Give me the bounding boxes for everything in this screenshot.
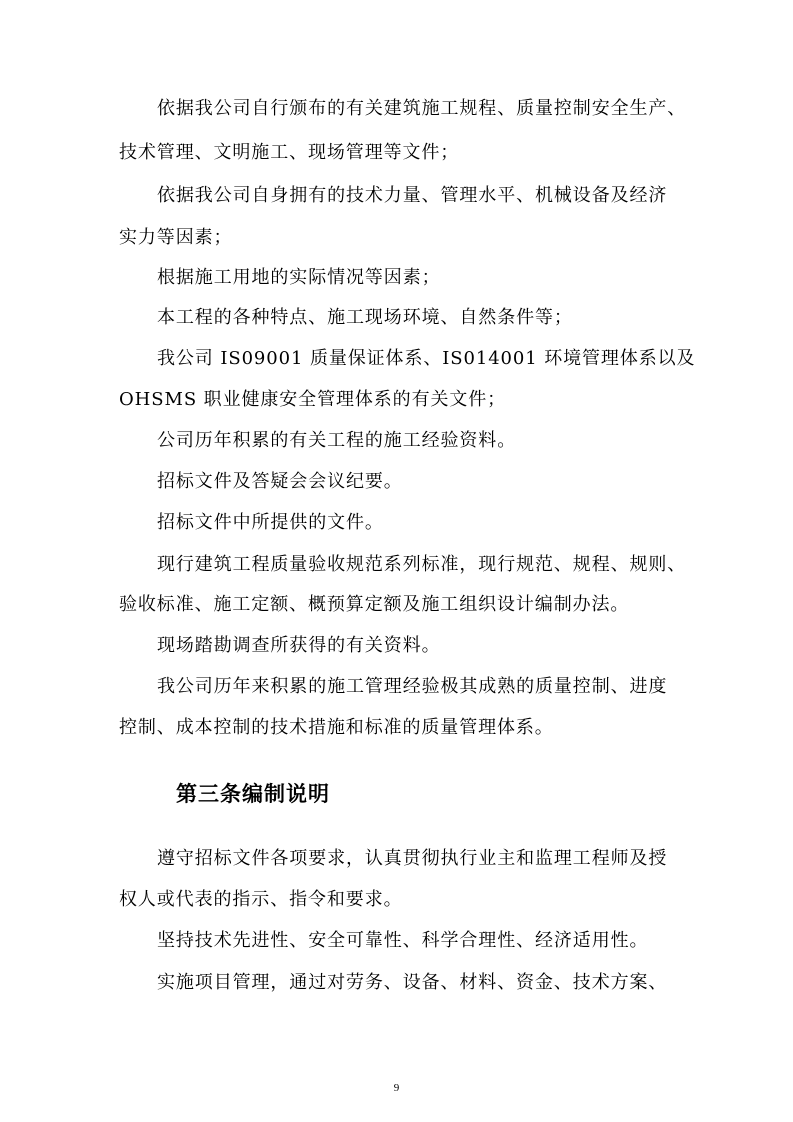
paragraph-line: 技术管理、文明施工、现场管理等文件； — [119, 142, 460, 163]
paragraph-line: 遵守招标文件各项要求，认真贯彻执行业主和监理工程师及授 — [157, 848, 668, 869]
paragraph-line: 权人或代表的指示、指令和要求。 — [119, 889, 403, 910]
paragraph-line: 根据施工用地的实际情况等因素； — [157, 267, 441, 288]
paragraph-line: 依据我公司自身拥有的技术力量、管理水平、机械设备及经济 — [157, 185, 668, 206]
paragraph-line: 招标文件中所提供的文件。 — [157, 512, 384, 533]
paragraph-line: 公司历年积累的有关工程的施工经验资料。 — [157, 430, 517, 451]
paragraph-line: 实力等因素； — [119, 227, 233, 248]
paragraph-line: 本工程的各种特点、施工现场环境、自然条件等； — [157, 307, 573, 328]
paragraph-line: OHSMS 职业健康安全管理体系的有关文件； — [119, 389, 507, 410]
paragraph-line: 我公司 IS09001 质量保证体系、IS014001 环境管理体系以及 — [157, 348, 696, 369]
paragraph-line: 现场踏勘调查所获得的有关资料。 — [157, 635, 441, 656]
paragraph-line: 坚持技术先进性、安全可靠性、科学合理性、经济适用性。 — [157, 930, 649, 951]
page-number: 9 — [393, 1082, 400, 1094]
paragraph-line: 控制、成本控制的技术措施和标准的质量管理体系。 — [119, 717, 554, 738]
paragraph-line: 现行建筑工程质量验收规范系列标准，现行规范、规程、规则、 — [157, 554, 687, 575]
paragraph-line: 依据我公司自行颁布的有关建筑施工规程、质量控制安全生产、 — [157, 98, 687, 119]
paragraph-line: 实施项目管理，通过对劳务、设备、材料、资金、技术方案、 — [157, 972, 668, 993]
paragraph-line: 验收标准、施工定额、概预算定额及施工组织设计编制办法。 — [119, 594, 630, 615]
paragraph-line: 我公司历年来积累的施工管理经验极其成熟的质量控制、进度 — [157, 676, 668, 697]
section-heading: 第三条编制说明 — [176, 781, 330, 806]
paragraph-line: 招标文件及答疑会会议纪要。 — [157, 471, 403, 492]
